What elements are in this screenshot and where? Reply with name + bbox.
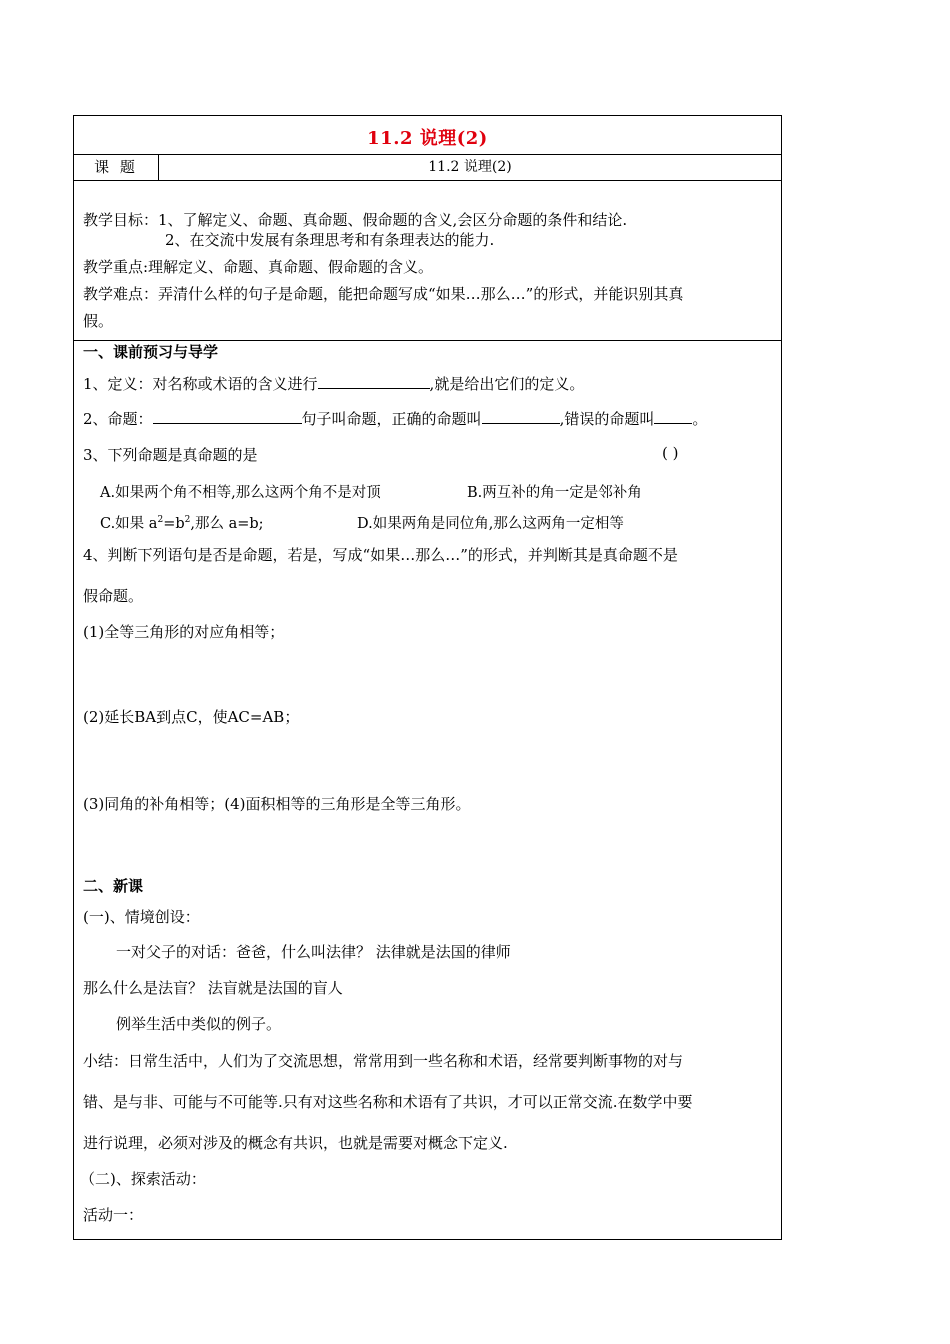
question-3: 3、下列命题是真命题的是 xyxy=(83,446,258,464)
exponent: 2 xyxy=(157,515,164,526)
question-2-tail: 。 xyxy=(692,410,708,428)
subsection-1-heading: (一)、情境创设： xyxy=(83,908,200,926)
key-point: 教学重点:理解定义、命题、真命题、假命题的含义。 xyxy=(83,258,434,276)
dialogue-line-2: 那么什么是法盲？ 法盲就是法国的盲人 xyxy=(83,979,343,997)
answer-blank[interactable] xyxy=(654,409,692,424)
activity-1-label: 活动一： xyxy=(83,1206,144,1224)
page-title: 11.2 说理(2) xyxy=(367,128,488,149)
goal-line-1: 教学目标：1、了解定义、命题、真命题、假命题的含义,会区分命题的条件和结论. xyxy=(83,211,628,229)
question-2-mid2: ,错误的命题叫 xyxy=(559,410,655,428)
question-4-line-1: 4、判断下列语句是否是命题，若是，写成“如果…那么…”的形式，并判断其是真命题不是 xyxy=(83,546,678,564)
question-2-text: 2、命题： xyxy=(83,410,153,428)
subject-row xyxy=(74,154,781,181)
option-c-mid: =b xyxy=(163,516,185,532)
summary-line-2: 错、是与非、可能与不可能等.只有对这些名称和术语有了共识，才可以正常交流.在数学中要 xyxy=(83,1093,693,1111)
question-1-tail: ,就是给出它们的定义。 xyxy=(429,375,585,393)
statement-1: (1)全等三角形的对应角相等； xyxy=(83,623,285,641)
exponent: 2 xyxy=(184,515,191,526)
difficult-point-1: 教学难点：弄清什么样的句子是命题，能把命题写成“如果…那么…”的形式，并能识别其真 xyxy=(83,285,684,303)
subject-label: 课 题 xyxy=(74,154,159,180)
difficult-point-2: 假。 xyxy=(83,312,114,330)
subject-value: 11.2 说理(2) xyxy=(428,159,512,175)
dialogue-line-1: 一对父子的对话：爸爸，什么叫法律？ 法律就是法国的律师 xyxy=(116,943,511,961)
option-d: D.如果两角是同位角,那么这两角一定相等 xyxy=(357,516,624,532)
question-4-line-2: 假命题。 xyxy=(83,587,144,605)
section-1-heading: 一、课前预习与导学 xyxy=(83,343,219,361)
question-2 xyxy=(83,408,707,429)
statement-3-4: (3)同角的补角相等；(4)面积相等的三角形是全等三角形。 xyxy=(83,795,471,813)
option-c-pre: C.如果 a xyxy=(100,516,158,532)
example-prompt: 例举生活中类似的例子。 xyxy=(116,1015,282,1033)
option-b: B.两互补的角一定是邻补角 xyxy=(467,485,642,501)
question-2-mid: 句子叫命题，正确的命题叫 xyxy=(301,410,482,428)
option-c-post: ,那么 a=b; xyxy=(190,516,264,532)
title-row xyxy=(74,116,781,155)
statement-2: (2)延长BA到点C，使AC=AB； xyxy=(83,708,300,726)
section-2-heading: 二、新课 xyxy=(83,877,144,895)
subsection-2-heading: （二)、探索活动： xyxy=(80,1170,206,1188)
answer-blank[interactable] xyxy=(318,374,430,389)
question-1 xyxy=(83,373,584,394)
answer-blank[interactable] xyxy=(482,409,560,424)
option-a: A.如果两个角不相等,那么这两个角不是对顶 xyxy=(100,485,381,501)
question-3-bracket: ( ) xyxy=(662,444,679,462)
summary-line-1: 小结：日常生活中，人们为了交流思想，常常用到一些名称和术语，经常要判断事物的对与 xyxy=(83,1052,684,1070)
goal-line-2: 2、在交流中发展有条理思考和有条理表达的能力. xyxy=(165,231,495,249)
question-1-text: 1、定义：对名称或术语的含义进行 xyxy=(83,375,318,393)
option-c xyxy=(100,512,264,533)
answer-blank[interactable] xyxy=(153,409,302,424)
summary-line-3: 进行说理，必须对涉及的概念有共识，也就是需要对概念下定义. xyxy=(83,1134,508,1152)
